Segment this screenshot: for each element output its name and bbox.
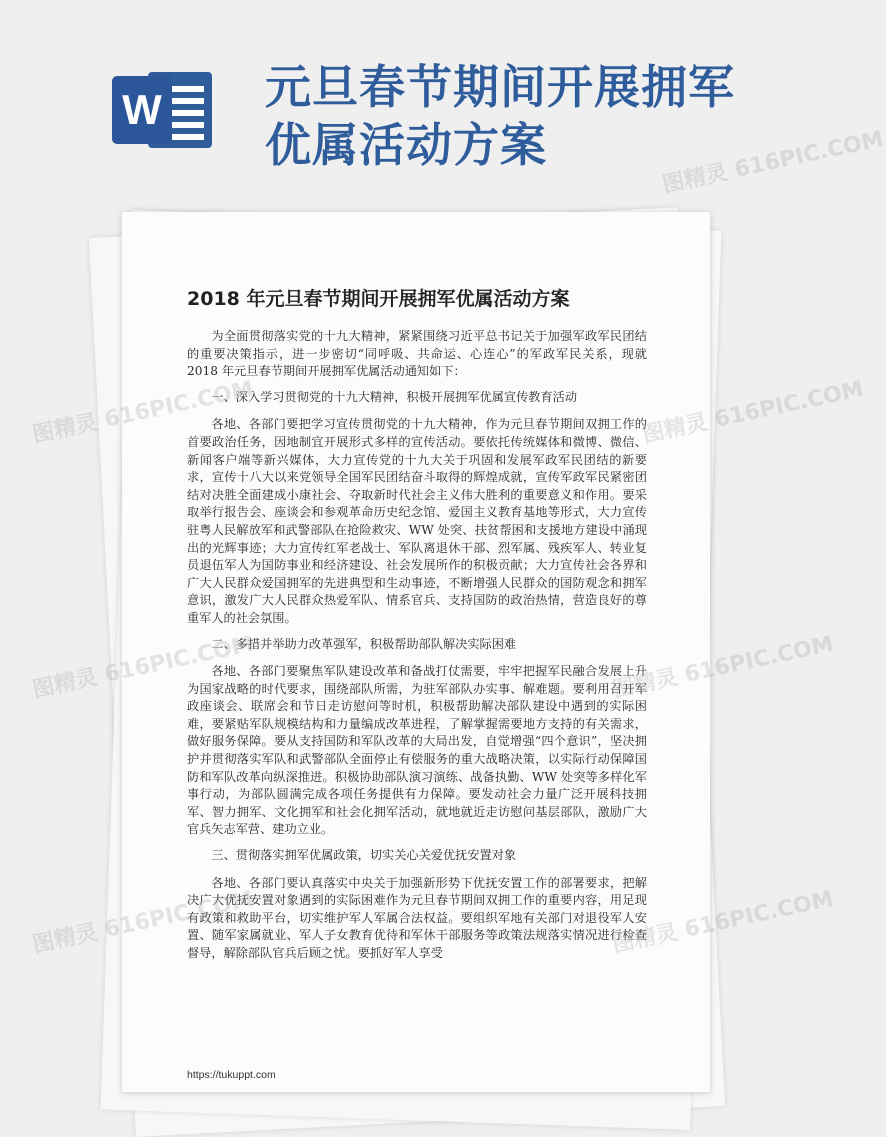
word-document-icon bbox=[112, 66, 216, 154]
watermark: 图精灵 616PIC.COM bbox=[30, 886, 256, 959]
watermark: 图精灵 616PIC.COM bbox=[610, 886, 836, 959]
watermark: 图精灵 616PIC.COM bbox=[660, 126, 886, 199]
section-paragraph-2: 各地、各部门要聚焦军队建设改革和备战打仗需要，牢牢把握军民融合发展上升为国家战略的时代要求，围绕部队所需，为驻军部队办实事、解难题。要利用召开军政座谈会、联席会和节日走访慰问等时机，积极帮助解决部队建设中遇到的实际困难，要紧贴军队规模结构和力量编成改革进程，了解掌握需要地方支持的有关需求，做好服务保障。要从支持国防和军队改革的大局出发，自觉增强“四个意识”，坚决拥护并贯彻落实军队和武警部队全面停止有偿服务的重大战略决策，以实际行动保障国防和军队改革向纵深推进。积极协助部队演习演练、战备执勤、WW 处突等多样化军事行动，为部队圆满完成各项任务提供有力保障。要发动社会力量广泛开展科技拥军、智力拥军、文化拥军和社会化拥军活动，就地就近走访慰问基层部队，激励广大官兵矢志军营、建功立业。 bbox=[187, 664, 647, 837]
watermark: 图精灵 616PIC.COM bbox=[30, 376, 256, 449]
banner-title bbox=[265, 58, 775, 174]
banner-title-line2: 优属活动方案 bbox=[265, 118, 547, 172]
section-heading-3: 三、贯彻落实拥军优属政策，切实关心关爱优抚安置对象 bbox=[211, 848, 517, 863]
footer-url: https://tukuppt.com bbox=[187, 1069, 276, 1081]
document-body bbox=[187, 328, 647, 971]
document-title: 2018 年元旦春节期间开展拥军优属活动方案 bbox=[187, 288, 570, 310]
section-paragraph-3: 各地、各部门要认真落实中央关于加强新形势下优抚安置工作的部署要求，把解决广大优抚安置对象遇到的实际困难作为元旦春节期间双拥工作的重要内容，用足现有政策和救助平台，切实维护军人军属合法权益。要组织军地有关部门对退役军人安置、随军家属就业、军人子女教育优待和军休干部服务等政策法规落实情况进行检查督导，解除部队官兵后顾之忧。要抓好军人享受 bbox=[187, 875, 647, 960]
watermark: 图精灵 616PIC.COM bbox=[640, 376, 866, 449]
section-heading-2: 二、多措并举助力改革强军，积极帮助部队解决实际困难 bbox=[211, 636, 517, 651]
svg-text:W: W bbox=[122, 86, 162, 133]
section-heading-1: 一、深入学习贯彻党的十九大精神，积极开展拥军优属宣传教育活动 bbox=[211, 389, 578, 404]
watermark: 图精灵 616PIC.COM bbox=[610, 631, 836, 704]
banner-title-line1: 元旦春节期间开展拥军 bbox=[265, 60, 735, 114]
intro-paragraph: 为全面贯彻落实党的十九大精神，紧紧围绕习近平总书记关于加强军政军民团结的重要决策指示，进一步密切“同呼吸、共命运、心连心”的军政军民关系，现就 2018 年元旦春节期间开展拥军优属活动通知如下： bbox=[187, 329, 647, 379]
watermark: 图精灵 616PIC.COM bbox=[30, 631, 256, 704]
section-paragraph-1: 各地、各部门要把学习宣传贯彻党的十九大精神，作为元旦春节期间双拥工作的首要政治任务，因地制宜开展形式多样的宣传活动。要依托传统媒体和微博、微信、新闻客户端等新兴媒体，大力宣传党的十九大关于巩固和发展军政军民团结的新要求，宣传十八大以来党领导全国军民团结奋斗取得的辉煌成就，宣传军政军民紧密团结对决胜全面建成小康社会、夺取新时代社会主义伟大胜利的重要意义和作用。要采取举行报告会、座谈会和参观革命历史纪念馆、爱国主义教育基地等形式，大力宣传驻粤人民解放军和武警部队在抢险救灾、WW 处突、扶贫帮困和支援地方建设中涌现出的光辉事迹；大力宣传红军老战士、军队离退休干部、烈军属、残疾军人、转业复员退伍军人为国防事业和经济建设、社会发展所作的积极贡献；大力宣传社会各界和广大人民群众爱国拥军的先进典型和生动事迹，不断增强人民群众的国防观念和拥军意识，激发广大人民群众热爱军队、情系官兵、支持国防的政治热情，营造良好的尊重军人的社会氛围。 bbox=[187, 417, 647, 625]
